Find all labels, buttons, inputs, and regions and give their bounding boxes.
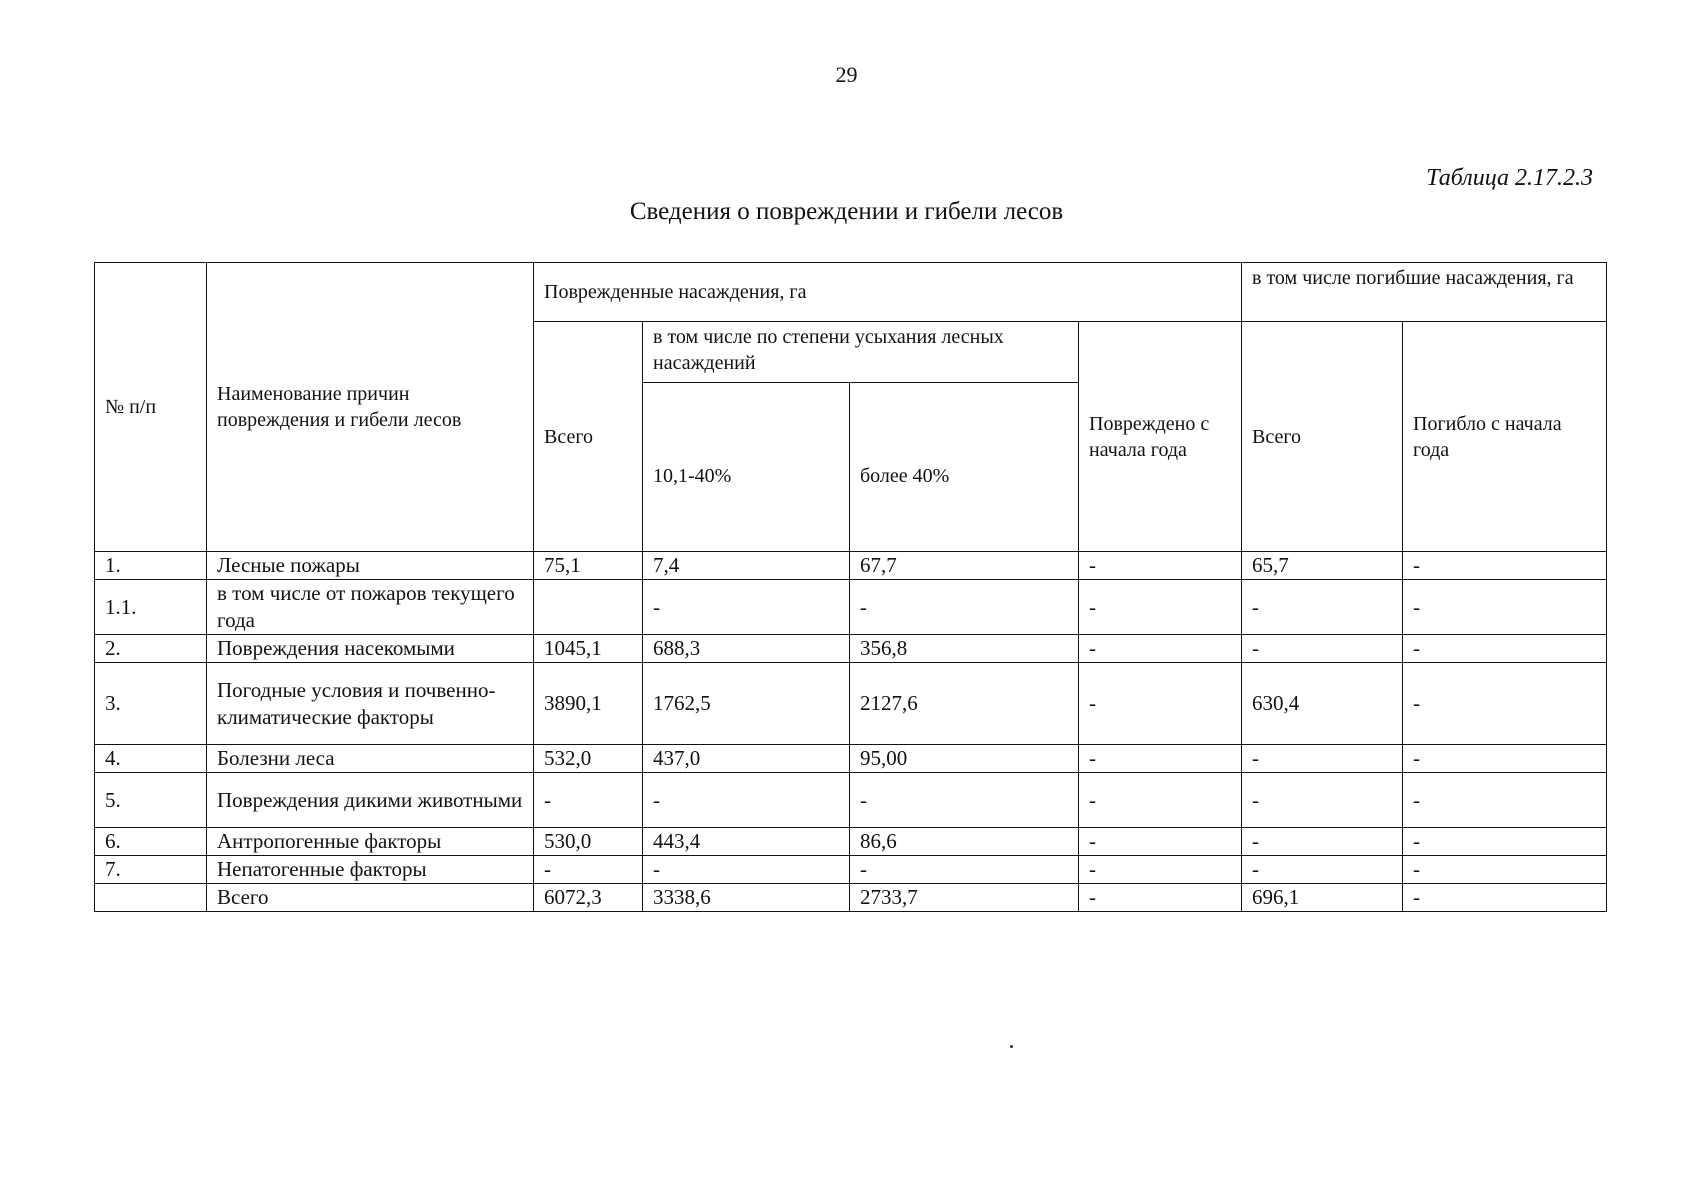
cell-name: Болезни леса: [207, 745, 534, 773]
cell-low: 3338,6: [643, 884, 850, 912]
cell-name: Лесные пожары: [207, 552, 534, 580]
cell-dead-since: -: [1403, 635, 1607, 663]
cell-dead-total: -: [1242, 580, 1403, 635]
cell-low: -: [643, 856, 850, 884]
cell-since: -: [1079, 828, 1242, 856]
header-pct-low: 10,1-40%: [643, 383, 850, 552]
cell-dead-total: -: [1242, 635, 1403, 663]
cell-high: 356,8: [850, 635, 1079, 663]
cell-total: 3890,1: [534, 663, 643, 745]
cell-name: Антропогенные факторы: [207, 828, 534, 856]
cell-num: 4.: [95, 745, 207, 773]
cell-high: -: [850, 580, 1079, 635]
document-title: Сведения о повреждении и гибели лесов: [629, 198, 1064, 225]
cell-since: -: [1079, 580, 1242, 635]
cell-since: -: [1079, 552, 1242, 580]
cell-num: 5.: [95, 773, 207, 828]
cell-total: 75,1: [534, 552, 643, 580]
table-row: [95, 745, 1607, 773]
header-row-1: [95, 263, 1607, 322]
cell-dead-since: -: [1403, 580, 1607, 635]
cell-high: 2733,7: [850, 884, 1079, 912]
cell-high: 67,7: [850, 552, 1079, 580]
cell-dead-total: -: [1242, 745, 1403, 773]
header-dead-total: Всего: [1242, 322, 1403, 552]
table-total-row: [95, 884, 1607, 912]
cell-high: 2127,6: [850, 663, 1079, 745]
cell-total: [534, 580, 643, 635]
cell-low: 437,0: [643, 745, 850, 773]
cell-low: 443,4: [643, 828, 850, 856]
cell-dead-since: -: [1403, 884, 1607, 912]
cell-dead-total: -: [1242, 828, 1403, 856]
cell-num: 2.: [95, 635, 207, 663]
cell-dead-total: -: [1242, 856, 1403, 884]
cell-num: 6.: [95, 828, 207, 856]
cell-high: -: [850, 856, 1079, 884]
table-number: Таблица 2.17.2.3: [1426, 165, 1593, 191]
table-row: [95, 552, 1607, 580]
header-num: № п/п: [95, 263, 207, 552]
cell-high: 86,6: [850, 828, 1079, 856]
table-row: [95, 773, 1607, 828]
cell-low: -: [643, 773, 850, 828]
cell-dead-total: -: [1242, 773, 1403, 828]
cell-dead-since: -: [1403, 663, 1607, 745]
cell-total: -: [534, 856, 643, 884]
cell-name: Повреждения насекомыми: [207, 635, 534, 663]
header-dead-group: в том числе погибшие насаждения, га: [1242, 263, 1607, 322]
cell-dead-total: 65,7: [1242, 552, 1403, 580]
cell-since: -: [1079, 663, 1242, 745]
header-name: Наименование причин повреждения и гибели лесов: [207, 263, 534, 552]
cell-since: -: [1079, 884, 1242, 912]
cell-dead-since: -: [1403, 828, 1607, 856]
cell-high: -: [850, 773, 1079, 828]
header-total: Всего: [534, 322, 643, 552]
cell-total: 1045,1: [534, 635, 643, 663]
cell-num: 1.: [95, 552, 207, 580]
cell-low: 688,3: [643, 635, 850, 663]
cell-num: [95, 884, 207, 912]
header-pct-high: более 40%: [850, 383, 1079, 552]
table-row: [95, 828, 1607, 856]
cell-total: -: [534, 773, 643, 828]
cell-name: Непатогенные факторы: [207, 856, 534, 884]
page-number: 29: [835, 62, 858, 87]
cell-since: -: [1079, 635, 1242, 663]
header-damaged-since: Повреждено с начала года: [1079, 322, 1242, 552]
cell-num: 1.1.: [95, 580, 207, 635]
table-row: [95, 856, 1607, 884]
cell-total: 6072,3: [534, 884, 643, 912]
cell-since: -: [1079, 856, 1242, 884]
cell-total: 532,0: [534, 745, 643, 773]
cell-name: Всего: [207, 884, 534, 912]
cell-dead-since: -: [1403, 773, 1607, 828]
cell-low: 7,4: [643, 552, 850, 580]
cell-dead-since: -: [1403, 745, 1607, 773]
cell-since: -: [1079, 773, 1242, 828]
table-row: [95, 663, 1607, 745]
cell-low: -: [643, 580, 850, 635]
cell-dead-total: 630,4: [1242, 663, 1403, 745]
scan-speck: [1010, 1045, 1013, 1048]
header-dead-since: Погибло с начала года: [1403, 322, 1607, 552]
cell-dead-total: 696,1: [1242, 884, 1403, 912]
cell-since: -: [1079, 745, 1242, 773]
header-damaged-group: Поврежденные насаждения, га: [534, 263, 1242, 322]
cell-name: в том числе от пожаров текущего года: [207, 580, 534, 635]
cell-dead-since: -: [1403, 856, 1607, 884]
cell-num: 7.: [95, 856, 207, 884]
cell-total: 530,0: [534, 828, 643, 856]
cell-name: Повреждения дикими животными: [207, 773, 534, 828]
cell-low: 1762,5: [643, 663, 850, 745]
cell-name: Погодные условия и почвенно-климатические факторы: [207, 663, 534, 745]
cell-num: 3.: [95, 663, 207, 745]
forest-damage-table: [94, 262, 1607, 912]
table-row: [95, 635, 1607, 663]
cell-high: 95,00: [850, 745, 1079, 773]
cell-dead-since: -: [1403, 552, 1607, 580]
header-drying-group: в том числе по степени усыхания лесных насаждений: [643, 322, 1079, 383]
table-row: [95, 580, 1607, 635]
